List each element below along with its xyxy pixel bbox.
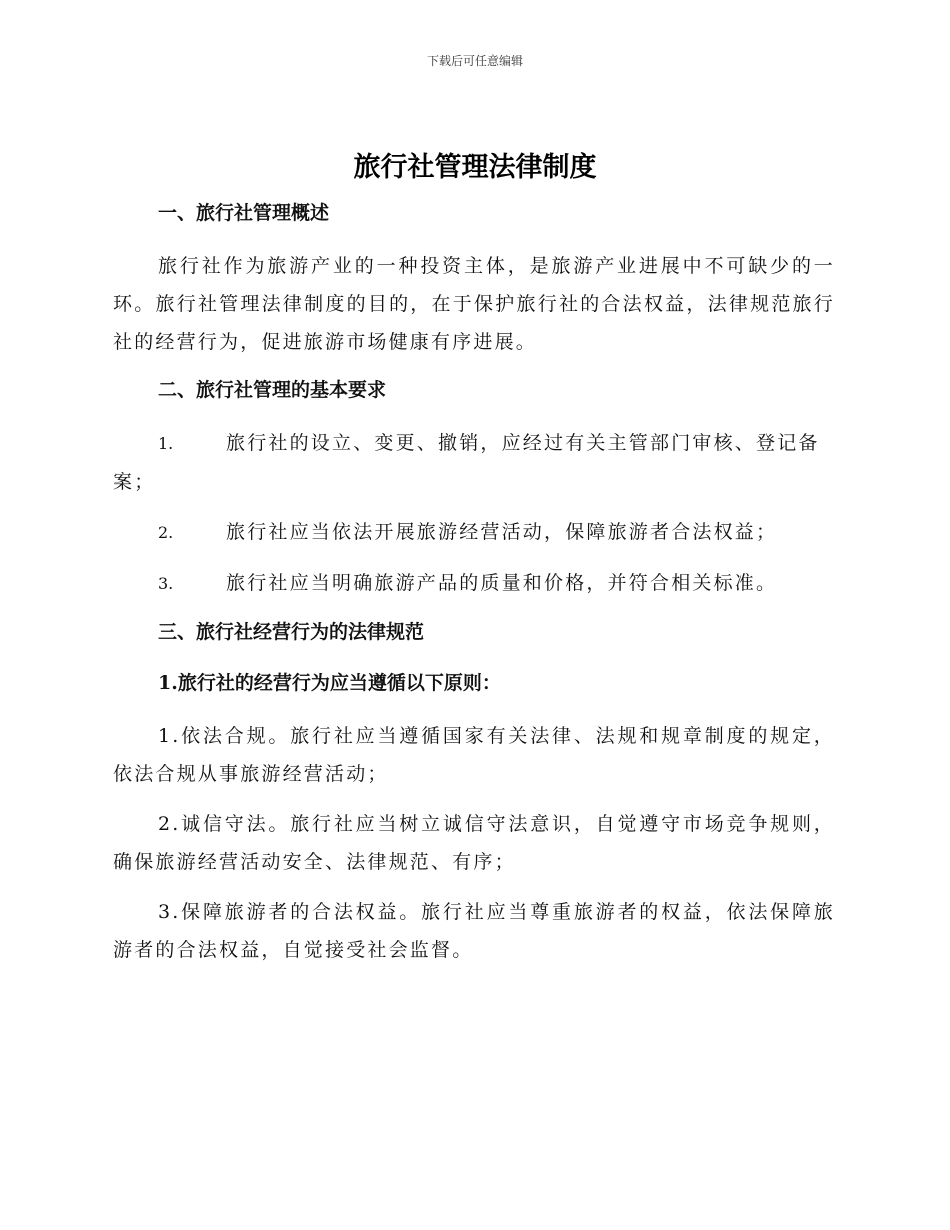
section-heading: 一、旅行社管理概述 <box>158 202 330 224</box>
section-basic-requirements <box>113 373 835 603</box>
sub-heading: 1.旅行社的经营行为应当遵循以下原则： <box>158 672 501 694</box>
principle-paragraph: 3.保障旅游者的合法权益。旅行社应当尊重旅游者的权益，依法保障旅游者的合法权益，自觉接受社会监督。 <box>113 901 835 961</box>
document-title: 旅行社管理法律制度 <box>353 152 597 183</box>
section-heading: 二、旅行社管理的基本要求 <box>158 379 387 401</box>
page-header: 下载后可任意编辑 <box>426 54 523 68</box>
list-text: 旅行社的设立、变更、撤销，应经过有关主管部门审核、登记备案； <box>113 432 820 493</box>
list-item <box>113 564 835 603</box>
list-number: 2. <box>158 523 174 542</box>
section-paragraph: 旅行社作为旅游产业的一种投资主体，是旅游产业进展中不可缺少的一环。旅行社管理法律制度的目的，在于保护旅行社的合法权益，法律规范旅行社的经营行为，促进旅游市场健康有序进展。 <box>113 255 835 353</box>
section-business-conduct <box>113 615 835 969</box>
section-overview <box>113 196 835 361</box>
list-number: 3. <box>158 574 174 593</box>
list-item <box>113 424 835 501</box>
section-heading: 三、旅行社经营行为的法律规范 <box>158 621 425 643</box>
list-item <box>113 513 835 552</box>
principle-paragraph: 1.依法合规。旅行社应当遵循国家有关法律、法规和规章制度的规定，依法合规从事旅游经营活动； <box>113 725 835 785</box>
principle-paragraph: 2.诚信守法。旅行社应当树立诚信守法意识，自觉遵守市场竞争规则，确保旅游经营活动安全、法律规范、有序； <box>113 813 835 873</box>
list-text: 旅行社应当依法开展旅游经营活动，保障旅游者合法权益； <box>226 521 778 543</box>
list-number: 1. <box>158 434 174 453</box>
list-text: 旅行社应当明确旅游产品的质量和价格，并符合相关标准。 <box>226 572 778 594</box>
document-body <box>113 196 835 981</box>
